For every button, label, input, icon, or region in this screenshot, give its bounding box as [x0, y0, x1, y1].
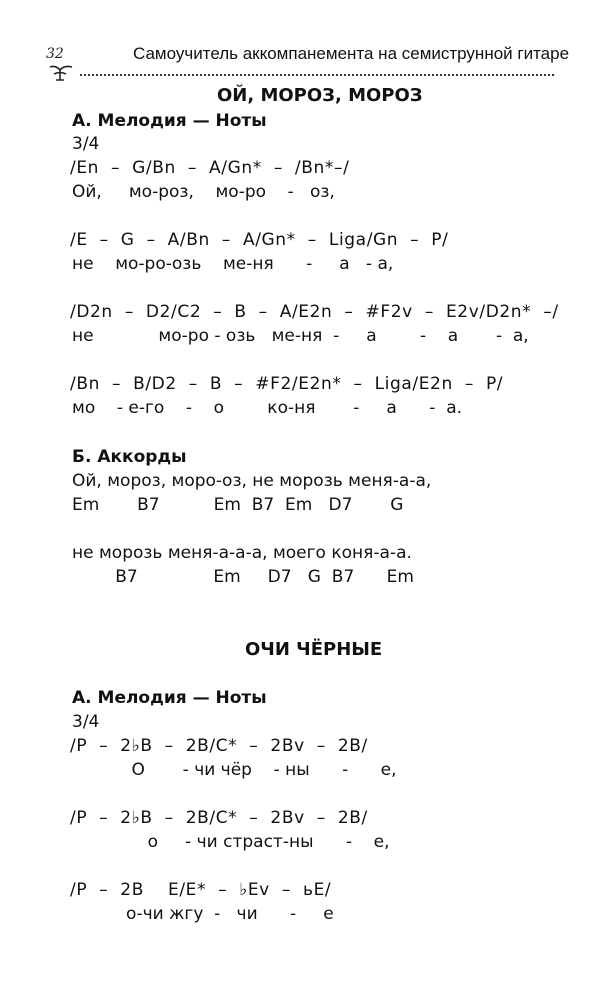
notes-line: /P – 2B E/E* – ♭Ev – ьE/ [70, 880, 332, 900]
lyre-ornament-icon [48, 64, 74, 82]
lyrics-line: о - чи страст-ны - е, [72, 832, 390, 852]
notes-line: /E – G – A/Bn – A/Gn* – Liga/Gn – P/ [70, 230, 449, 250]
page-number: 32 [46, 46, 64, 62]
header-dotted-rule [80, 74, 554, 76]
page-header [0, 0, 600, 90]
lyrics-line: о-чи жгу - чи - е [72, 904, 334, 924]
melody-heading-2: А. Мелодия — Ноты [72, 688, 267, 708]
notes-line: /D2n – D2/C2 – B – A/E2n – #F2v – E2v/D2n* –/ [70, 302, 559, 322]
lyrics-line: Ой, мо-роз, мо-ро - оз, [72, 182, 335, 202]
notes-line: /P – 2♭B – 2B/C* – 2Bv – 2B/ [70, 808, 368, 828]
song-title-2: ОЧИ ЧЁРНЫЕ [245, 639, 383, 660]
notes-line: /P – 2♭B – 2B/C* – 2Bv – 2B/ [70, 736, 368, 756]
notes-line: /Bn – B/D2 – B – #F2/E2n* – Liga/E2n – P/ [70, 374, 504, 394]
song-title-1: ОЙ, МОРОЗ, МОРОЗ [217, 85, 423, 106]
chord-symbols-line: B7 Em D7 G B7 Em [72, 567, 414, 587]
chord-symbols-line: Em B7 Em B7 Em D7 G [72, 495, 404, 515]
lyrics-line: не мо-ро - озь ме-ня - а - а - а, [72, 326, 529, 346]
notes-line: /En – G/Bn – A/Gn* – /Bn*–/ [70, 158, 350, 178]
time-signature-1: 3/4 [72, 134, 100, 154]
chord-lyrics-line: не морозь меня-а-а-а, моего коня-а-а. [72, 543, 412, 563]
chords-heading: Б. Аккорды [72, 447, 187, 467]
lyrics-line: О - чи чёр - ны - е, [72, 760, 397, 780]
lyrics-line: не мо-ро-озь ме-ня - а - а, [72, 254, 394, 274]
lyrics-line: мо - е-го - о ко-ня - а - а. [72, 398, 463, 418]
melody-heading-1: А. Мелодия — Ноты [72, 111, 267, 131]
running-title: Самоучитель аккомпанемента на семиструнной гитаре [133, 44, 570, 63]
chord-lyrics-line: Ой, мороз, моро-оз, не морозь меня-а-а, [72, 471, 432, 491]
time-signature-2: 3/4 [72, 712, 100, 732]
